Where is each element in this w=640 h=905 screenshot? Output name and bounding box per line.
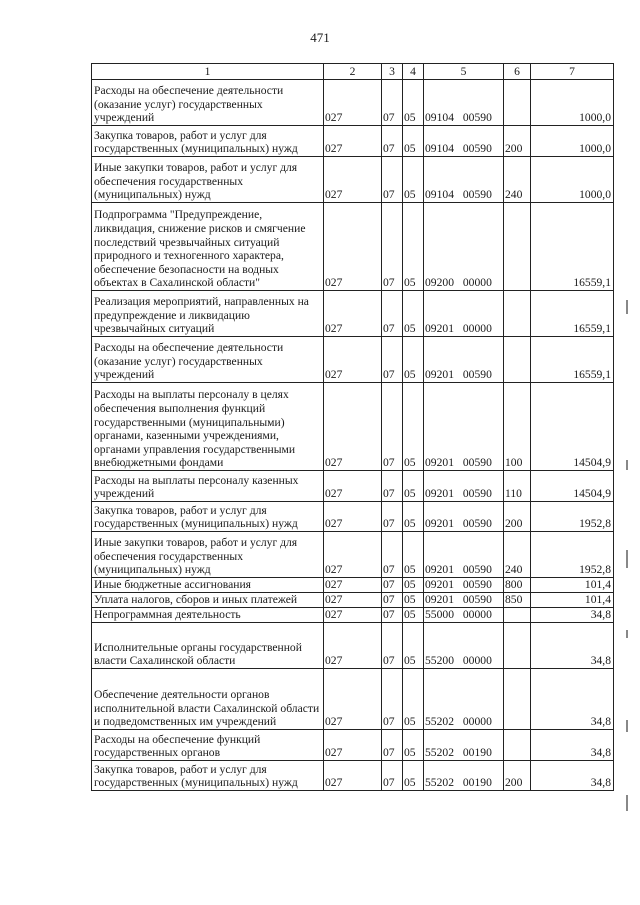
cell-expense-type: 200 [504,502,531,532]
cell-amount: 16559,1 [531,203,614,291]
cell-ministry-code: 027 [324,761,382,791]
cell-expense-type: 100 [504,383,531,471]
cell-name: Обеспечение деятельности органов исполнительной власти Сахалинской области и подведомственных им учреждений [92,669,324,730]
cell-subsection: 05 [403,157,424,203]
cell-target-item: 55202 00000 [424,669,504,730]
cell-name: Расходы на обеспечение деятельности (оказание услуг) государственных учреждений [92,337,324,383]
cell-amount: 1952,8 [531,532,614,578]
cell-ministry-code: 027 [324,730,382,761]
cell-subsection: 05 [403,593,424,608]
table-row [92,337,614,383]
cell-amount: 34,8 [531,761,614,791]
cell-name: Расходы на обеспечение функций государственных органов [92,730,324,761]
cell-expense-type: 200 [504,761,531,791]
cell-amount: 1000,0 [531,157,614,203]
table-row [92,80,614,126]
cell-subsection: 05 [403,623,424,669]
table-row [92,623,614,669]
cell-section: 07 [382,761,403,791]
table-row [92,578,614,593]
cell-expense-type [504,623,531,669]
table-row [92,532,614,578]
cell-section: 07 [382,157,403,203]
cell-section: 07 [382,593,403,608]
cell-expense-type: 200 [504,126,531,157]
cell-amount: 101,4 [531,593,614,608]
table-row [92,126,614,157]
cell-expense-type [504,730,531,761]
cell-expense-type [504,337,531,383]
cell-subsection: 05 [403,532,424,578]
cell-section: 07 [382,730,403,761]
cell-ministry-code: 027 [324,126,382,157]
cell-ministry-code: 027 [324,383,382,471]
cell-name: Исполнительные органы государственной власти Сахалинской области [92,623,324,669]
cell-target-item: 09201 00590 [424,471,504,502]
cell-name: Закупка товаров, работ и услуг для государственных (муниципальных) нужд [92,761,324,791]
cell-subsection: 05 [403,203,424,291]
cell-expense-type [504,291,531,337]
page-number: 471 [310,30,330,45]
cell-section: 07 [382,337,403,383]
cell-ministry-code: 027 [324,623,382,669]
cell-target-item: 55000 00000 [424,608,504,623]
cell-section: 07 [382,578,403,593]
cell-amount: 1000,0 [531,126,614,157]
cell-amount: 34,8 [531,669,614,730]
cell-ministry-code: 027 [324,608,382,623]
cell-subsection: 05 [403,761,424,791]
cell-subsection: 05 [403,471,424,502]
cell-target-item: 55202 00190 [424,761,504,791]
cell-subsection: 05 [403,730,424,761]
cell-amount: 34,8 [531,623,614,669]
cell-target-item: 09201 00590 [424,578,504,593]
cell-subsection: 05 [403,80,424,126]
scan-edge-marks [626,300,630,820]
cell-section: 07 [382,502,403,532]
cell-subsection: 05 [403,337,424,383]
cell-section: 07 [382,471,403,502]
cell-ministry-code: 027 [324,203,382,291]
cell-target-item: 09201 00590 [424,593,504,608]
cell-ministry-code: 027 [324,532,382,578]
budget-table [91,63,614,791]
cell-amount: 1952,8 [531,502,614,532]
cell-section: 07 [382,608,403,623]
table-row [92,383,614,471]
cell-expense-type: 240 [504,532,531,578]
table-row [92,291,614,337]
cell-subsection: 05 [403,669,424,730]
cell-target-item: 09104 00590 [424,157,504,203]
cell-amount: 16559,1 [531,337,614,383]
cell-target-item: 55200 00000 [424,623,504,669]
cell-name: Непрограммная деятельность [92,608,324,623]
table-row [92,471,614,502]
cell-name: Закупка товаров, работ и услуг для государственных (муниципальных) нужд [92,126,324,157]
cell-subsection: 05 [403,383,424,471]
cell-ministry-code: 027 [324,578,382,593]
table-row [92,203,614,291]
cell-ministry-code: 027 [324,502,382,532]
cell-section: 07 [382,203,403,291]
cell-name: Реализация мероприятий, направленных на предупреждение и ликвидацию чрезвычайных ситуаций [92,291,324,337]
cell-ministry-code: 027 [324,80,382,126]
cell-target-item: 09201 00590 [424,337,504,383]
cell-expense-type: 110 [504,471,531,502]
cell-ministry-code: 027 [324,669,382,730]
table-row [92,157,614,203]
cell-expense-type: 800 [504,578,531,593]
header-col-6: 6 [504,64,531,80]
cell-amount: 34,8 [531,608,614,623]
table-row [92,608,614,623]
cell-subsection: 05 [403,126,424,157]
cell-amount: 34,8 [531,730,614,761]
cell-target-item: 55202 00190 [424,730,504,761]
cell-target-item: 09201 00000 [424,291,504,337]
cell-name: Расходы на обеспечение деятельности (оказание услуг) государственных учреждений [92,80,324,126]
cell-section: 07 [382,126,403,157]
cell-section: 07 [382,80,403,126]
cell-amount: 101,4 [531,578,614,593]
cell-subsection: 05 [403,608,424,623]
cell-amount: 14504,9 [531,471,614,502]
cell-amount: 14504,9 [531,383,614,471]
cell-subsection: 05 [403,502,424,532]
cell-target-item: 09201 00590 [424,532,504,578]
cell-section: 07 [382,383,403,471]
cell-name: Иные закупки товаров, работ и услуг для обеспечения государственных (муниципальных) нужд [92,157,324,203]
cell-subsection: 05 [403,291,424,337]
table-row [92,669,614,730]
header-row [92,64,614,80]
header-col-7: 7 [531,64,614,80]
header-col-2: 2 [324,64,382,80]
cell-expense-type: 240 [504,157,531,203]
cell-target-item: 09201 00590 [424,383,504,471]
table-row [92,761,614,791]
cell-target-item: 09104 00590 [424,126,504,157]
header-col-1: 1 [92,64,324,80]
cell-target-item: 09200 00000 [424,203,504,291]
cell-name: Расходы на выплаты персоналу казенных учреждений [92,471,324,502]
cell-name: Расходы на выплаты персоналу в целях обеспечения выполнения функций государственными (муниципальными) органами, казенными учреждениями, органами управления государственными внебюджетными фондами [92,383,324,471]
cell-name: Уплата налогов, сборов и иных платежей [92,593,324,608]
header-col-3: 3 [382,64,403,80]
cell-name: Иные закупки товаров, работ и услуг для обеспечения государственных (муниципальных) нужд [92,532,324,578]
cell-ministry-code: 027 [324,593,382,608]
cell-name: Иные бюджетные ассигнования [92,578,324,593]
cell-ministry-code: 027 [324,291,382,337]
cell-section: 07 [382,291,403,337]
table-row [92,730,614,761]
cell-expense-type [504,203,531,291]
cell-section: 07 [382,623,403,669]
cell-expense-type: 850 [504,593,531,608]
cell-expense-type [504,80,531,126]
header-col-4: 4 [403,64,424,80]
cell-section: 07 [382,669,403,730]
cell-subsection: 05 [403,578,424,593]
table-row [92,593,614,608]
table-body [92,80,614,791]
table-row [92,502,614,532]
cell-amount: 1000,0 [531,80,614,126]
cell-ministry-code: 027 [324,471,382,502]
cell-target-item: 09104 00590 [424,80,504,126]
cell-ministry-code: 027 [324,337,382,383]
cell-expense-type [504,669,531,730]
cell-target-item: 09201 00590 [424,502,504,532]
cell-amount: 16559,1 [531,291,614,337]
cell-expense-type [504,608,531,623]
cell-name: Закупка товаров, работ и услуг для государственных (муниципальных) нужд [92,502,324,532]
cell-name: Подпрограмма "Предупреждение, ликвидация, снижение рисков и смягчение последствий чрезвычайных ситуаций природного и техногенного характера, обеспечение безопасности на водных объектах в Сахалинской области" [92,203,324,291]
cell-section: 07 [382,532,403,578]
header-col-5: 5 [424,64,504,80]
cell-ministry-code: 027 [324,157,382,203]
